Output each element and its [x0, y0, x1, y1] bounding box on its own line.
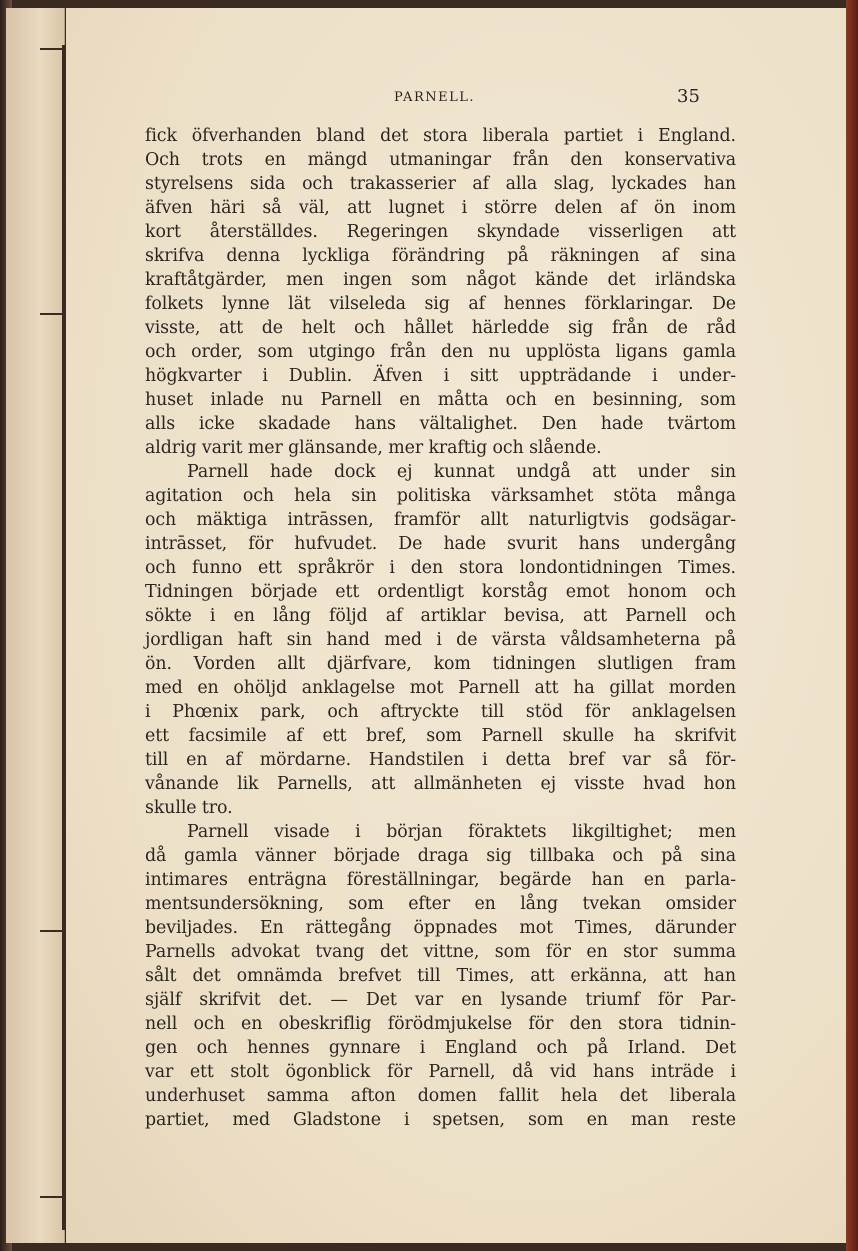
text-line: högkvarter i Dublin. Äfven i sitt uppträdande i under-	[145, 366, 736, 386]
text-line: ett facsimile af ett bref, som Parnell skulle ha skrifvit	[145, 726, 736, 746]
text-line: själf skrifvit det. — Det var en lysande triumf för Par-	[145, 990, 736, 1010]
text-line: skulle tro.	[145, 798, 233, 818]
text-line: med en ohöljd anklagelse mot Parnell att ha gillat morden	[145, 678, 736, 698]
text-line: Parnell hade dock ej kunnat undgå att under sin	[187, 462, 736, 482]
text-line: Parnells advokat tvang det vittne, som för en stor summa	[145, 942, 736, 962]
text-line: gen och hennes gynnare i England och på Irland. Det	[145, 1038, 736, 1058]
text-line: aldrig varit mer glänsande, mer kraftig och slående.	[145, 438, 602, 458]
binding-thread	[62, 45, 65, 1230]
text-line: intimares enträgna föreställningar, begärde han en parla-	[145, 870, 736, 890]
book-page	[66, 8, 846, 1243]
text-line: Och trots en mängd utmaningar från den konservativa	[145, 150, 736, 170]
text-line: jordligan haft sin hand med i de värsta våldsamheterna på	[145, 630, 736, 650]
text-line: Tidningen började ett ordentligt korståg emot honom och	[145, 582, 736, 602]
page-number: 35	[677, 86, 700, 107]
text-line: och order, som utgingo från den nu upplösta ligans gamla	[145, 342, 736, 362]
text-line: äfven häri så väl, att lugnet i större delen af ön inom	[145, 198, 736, 218]
book-cover-edge	[846, 0, 858, 1251]
page-header	[66, 86, 846, 112]
text-line: kort återställdes. Regeringen skyndade visserligen att	[145, 222, 736, 242]
text-line: då gamla vänner började draga sig tillbaka och på sina	[145, 846, 736, 866]
text-line: visste, att de helt och hållet härledde sig från de råd	[145, 318, 736, 338]
text-line: intrāsset, för hufvudet. De hade svurit hans undergång	[145, 534, 736, 554]
text-line: alls icke skadade hans vältalighet. Den hade tvärtom	[145, 414, 736, 434]
text-line: och mäktiga intrāssen, framför allt naturligtvis godsägar-	[145, 510, 736, 530]
text-line: Parnell visade i början föraktets likgiltighet; men	[187, 822, 736, 842]
text-line: till en af mördarne. Handstilen i detta bref var så för-	[145, 750, 736, 770]
left-page-edge	[6, 8, 65, 1243]
text-line: styrelsens sida och trakasserier af alla slag, lyckades han	[145, 174, 736, 194]
text-line: vånande lik Parnells, att allmänheten ej visste hvad hon	[145, 774, 736, 794]
text-line: fick öfverhanden bland det stora liberala partiet i England.	[145, 126, 736, 146]
body-text	[145, 124, 736, 1132]
text-line: var ett stolt ögonblick för Parnell, då vid hans inträde i	[145, 1062, 736, 1082]
text-line: ön. Vorden allt djärfvare, kom tidningen slutligen fram	[145, 654, 736, 674]
text-line: folkets lynne lät vilseleda sig af hennes förklaringar. De	[145, 294, 736, 314]
text-line: underhuset samma afton domen fallit hela det liberala	[145, 1086, 736, 1106]
running-head: PARNELL.	[394, 90, 475, 105]
text-line: sålt det omnämda brefvet till Times, att erkänna, att han	[145, 966, 736, 986]
text-line: skrifva denna lyckliga förändring på räkningen af sina	[145, 246, 736, 266]
text-line: kraftåtgärder, men ingen som något kände det irländska	[145, 270, 736, 290]
text-line: beviljades. En rättegång öppnades mot Times, därunder	[145, 918, 736, 938]
text-line: partiet, med Gladstone i spetsen, som en man reste	[145, 1110, 736, 1130]
text-line: i Phœnix park, och aftryckte till stöd för anklagelsen	[145, 702, 736, 722]
text-line: mentsundersökning, som efter en lång tvekan omsider	[145, 894, 736, 914]
text-line: sökte i en lång följd af artiklar bevisa, att Parnell och	[145, 606, 736, 626]
text-line: och funno ett språkrör i den stora londontidningen Times.	[145, 558, 736, 578]
text-line: agitation och hela sin politiska värksamhet stöta många	[145, 486, 736, 506]
text-line: nell och en obeskriflig förödmjukelse för den stora tidnin-	[145, 1014, 736, 1034]
text-line: huset inlade nu Parnell en måtta och en besinning, som	[145, 390, 736, 410]
